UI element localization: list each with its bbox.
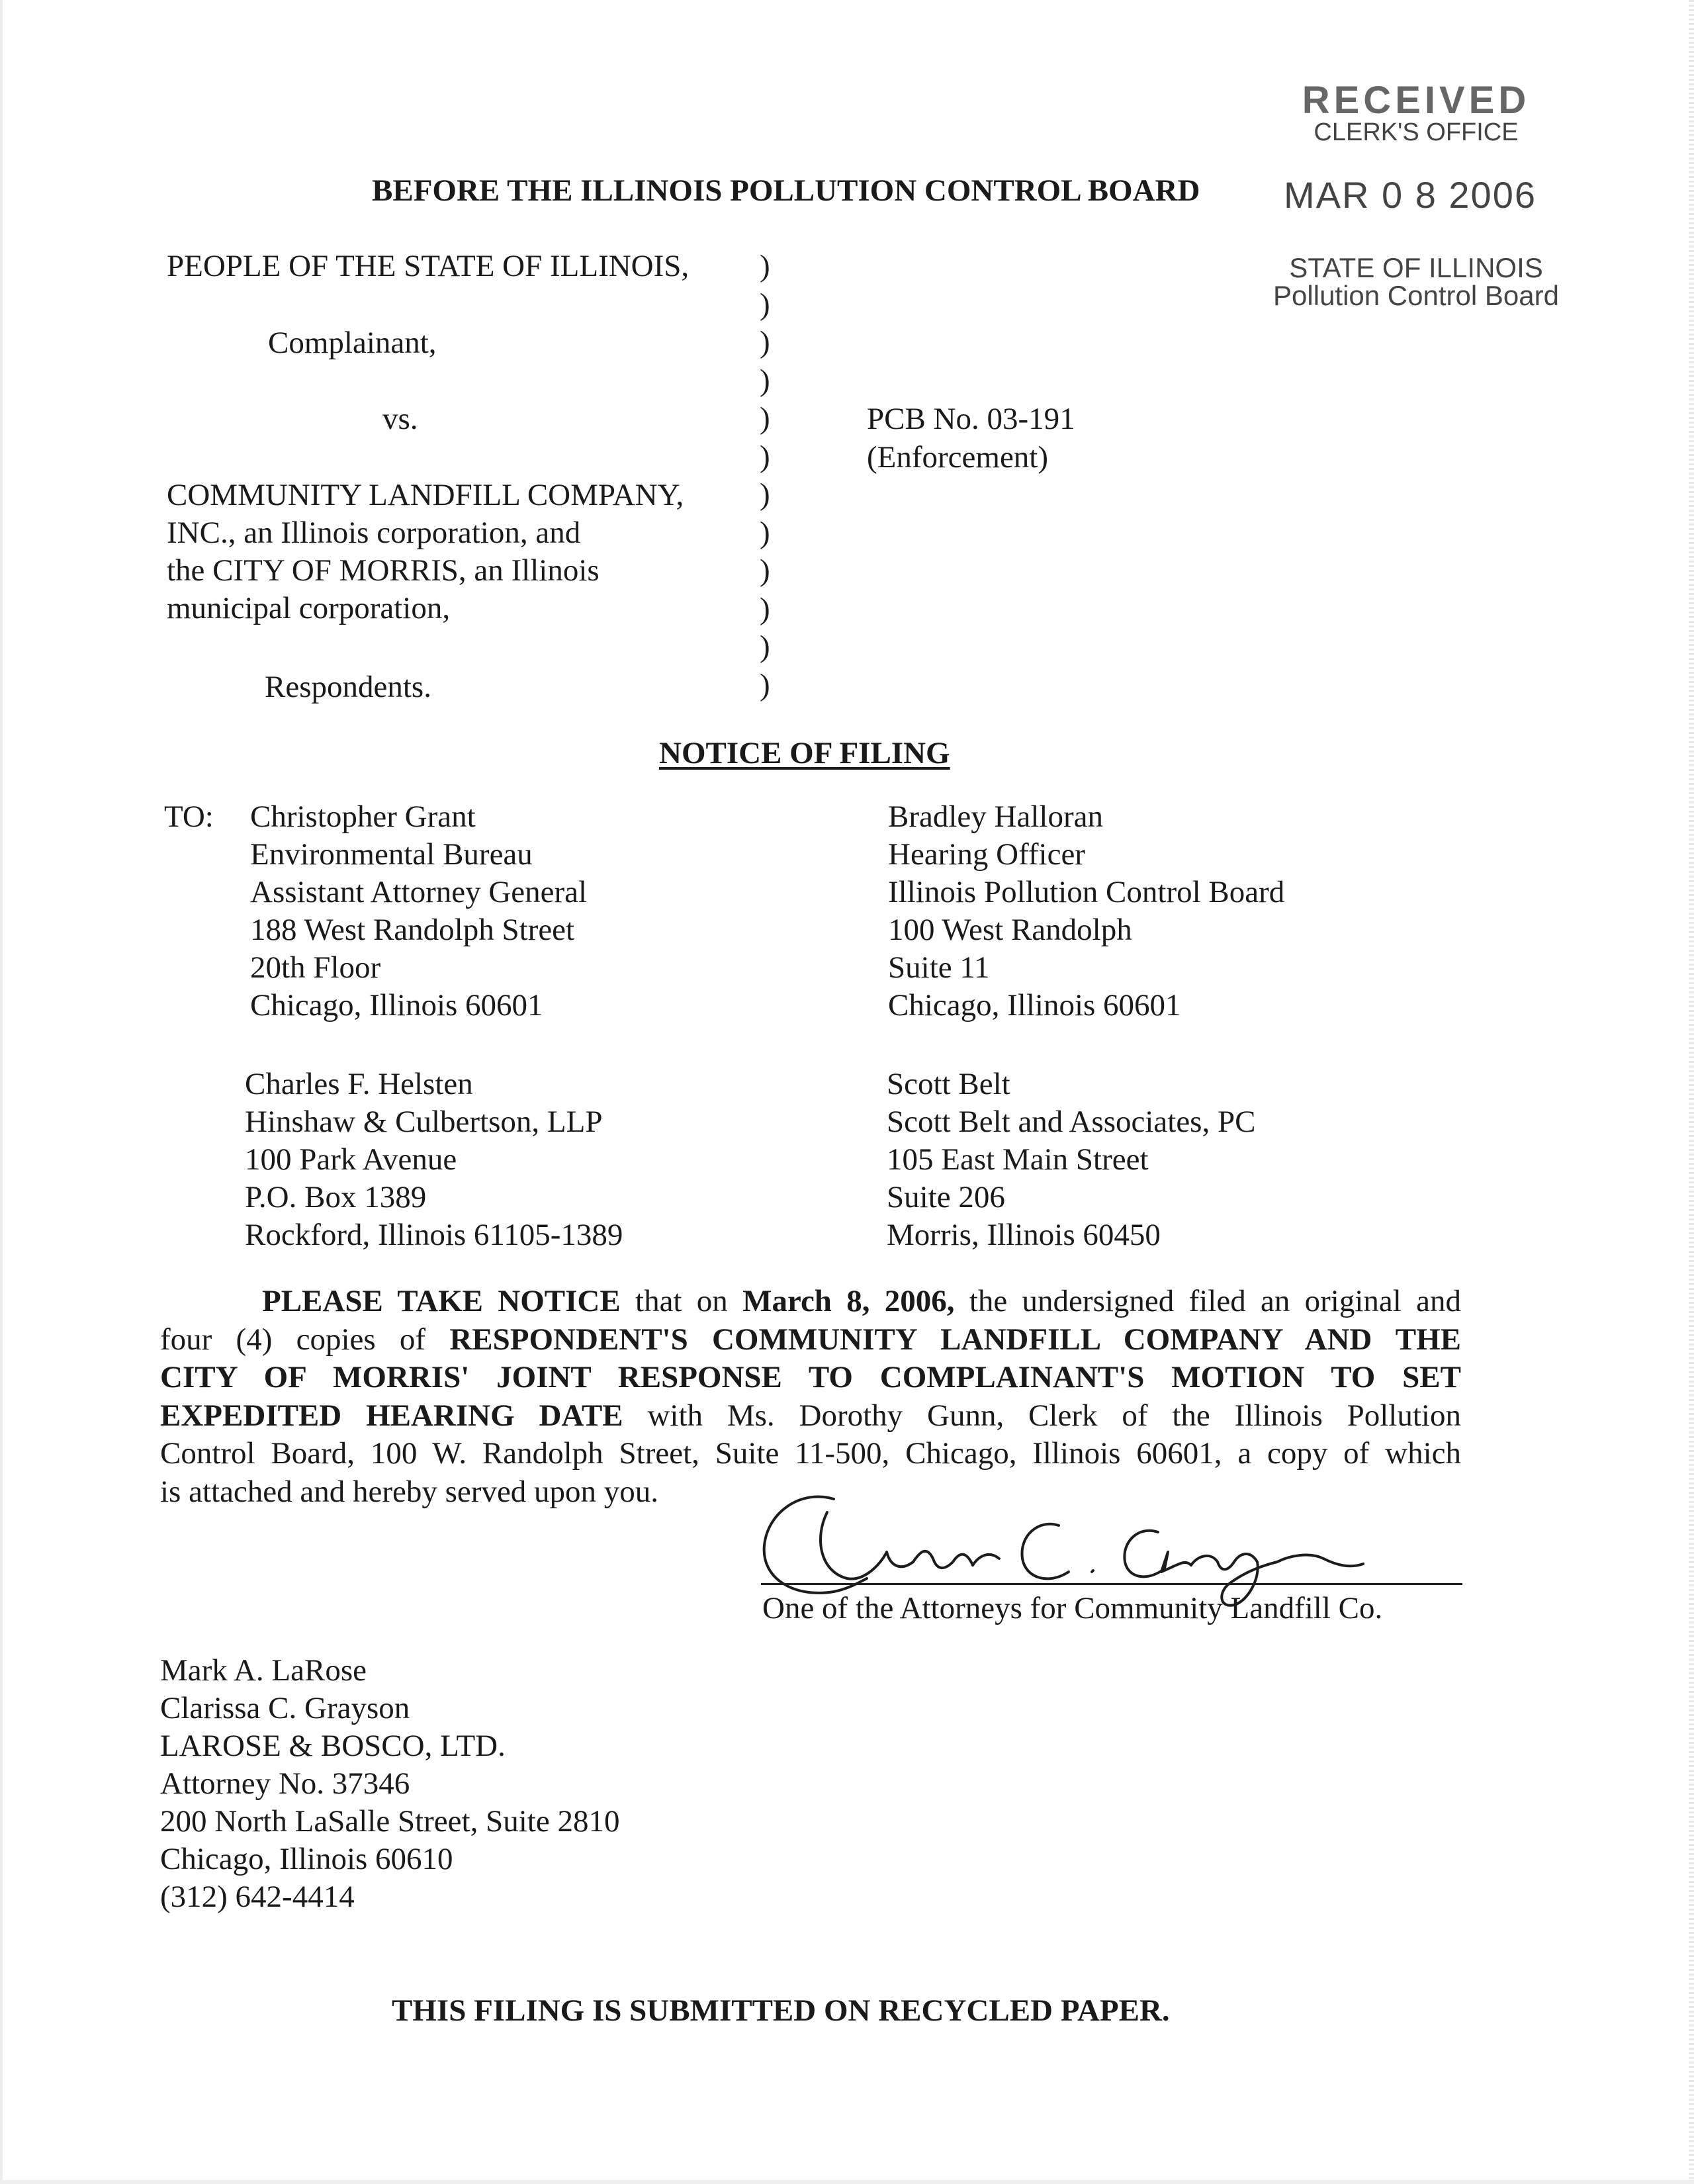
case-type: (Enforcement) bbox=[867, 440, 1049, 475]
respondent-names bbox=[167, 477, 684, 627]
notice-title: NOTICE OF FILING bbox=[659, 736, 950, 770]
paren: ) bbox=[760, 401, 770, 435]
signature-caption: One of the Attorneys for Community Landfill Co. bbox=[762, 1591, 1383, 1625]
complainant-name: PEOPLE OF THE STATE OF ILLINOIS, bbox=[167, 249, 690, 283]
address-line: 20th Floor bbox=[250, 950, 381, 985]
document-title-part: EXPEDITED HEARING DATE bbox=[160, 1398, 623, 1433]
recipient-scott-belt bbox=[887, 1066, 1255, 1254]
body-line-5: Control Board, 100 W. Randolph Street, Suite 11-500, Chicago, Illinois 60601, a copy of which bbox=[160, 1436, 1461, 1471]
scan-edge-bottom bbox=[0, 2180, 1694, 2184]
address-line: 105 East Main Street bbox=[887, 1142, 1149, 1177]
document-title-part: RESPONDENT'S COMMUNITY LANDFILL COMPANY AND THE bbox=[449, 1322, 1462, 1357]
respondent-line: the CITY OF MORRIS, an Illinois bbox=[167, 553, 600, 588]
attorney-line: Clarissa C. Grayson bbox=[160, 1691, 410, 1725]
body-text: the undersigned filed an original and bbox=[954, 1284, 1461, 1318]
address-line: Hinshaw & Culbertson, LLP bbox=[245, 1105, 603, 1139]
address-line: Scott Belt and Associates, PC bbox=[887, 1105, 1256, 1139]
paren: ) bbox=[760, 629, 770, 664]
address-line: Suite 11 bbox=[888, 950, 990, 985]
attorney-line: Mark A. LaRose bbox=[160, 1653, 367, 1688]
body-text: four (4) copies of bbox=[160, 1322, 450, 1357]
address-line: Suite 206 bbox=[887, 1180, 1005, 1214]
signature-line bbox=[761, 1583, 1462, 1585]
body-line-2 bbox=[160, 1321, 1461, 1359]
attorney-line: 200 North LaSalle Street, Suite 2810 bbox=[160, 1804, 620, 1839]
complainant-role: Complainant, bbox=[268, 326, 437, 360]
paren: ) bbox=[760, 477, 770, 512]
caption-parentheses bbox=[760, 248, 770, 704]
paren: ) bbox=[760, 553, 770, 588]
body-line-6: is attached and hereby served upon you. bbox=[160, 1474, 659, 1509]
address-line: P.O. Box 1389 bbox=[245, 1180, 427, 1214]
body-line-1 bbox=[160, 1283, 1461, 1321]
attorney-line: Chicago, Illinois 60610 bbox=[160, 1842, 453, 1876]
address-line: Scott Belt bbox=[887, 1067, 1010, 1101]
body-line-4 bbox=[160, 1397, 1461, 1435]
recipient-hinshaw bbox=[245, 1066, 623, 1254]
paren: ) bbox=[760, 667, 770, 702]
paren: ) bbox=[760, 325, 770, 359]
board-heading: BEFORE THE ILLINOIS POLLUTION CONTROL BOARD bbox=[372, 173, 1200, 208]
to-label: TO: bbox=[164, 799, 214, 834]
address-line: Chicago, Illinois 60601 bbox=[888, 988, 1181, 1023]
attorney-line: LAROSE & BOSCO, LTD. bbox=[160, 1729, 506, 1763]
recipient-attorney-general bbox=[250, 798, 587, 1024]
case-number: PCB No. 03-191 bbox=[867, 402, 1075, 436]
body-line-3: CITY OF MORRIS' JOINT RESPONSE TO COMPLAINANT'S MOTION TO SET bbox=[160, 1360, 1461, 1394]
respondent-line: COMMUNITY LANDFILL COMPANY, bbox=[167, 478, 684, 512]
body-text: with Ms. Dorothy Gunn, Clerk of the Illinois Pollution bbox=[623, 1398, 1461, 1433]
address-line: 188 West Randolph Street bbox=[250, 913, 575, 947]
stamp-office-text: CLERK'S OFFICE bbox=[1314, 118, 1519, 146]
attorney-line: (312) 642-4414 bbox=[160, 1880, 355, 1914]
recipient-hearing-officer bbox=[888, 798, 1284, 1024]
stamp-received-text: RECEIVED bbox=[1302, 79, 1531, 122]
paren: ) bbox=[760, 591, 770, 626]
respondents-role: Respondents. bbox=[265, 670, 431, 704]
scan-edge-right bbox=[1689, 0, 1694, 2184]
address-line: Chicago, Illinois 60601 bbox=[250, 988, 543, 1023]
stamp-state-text: STATE OF ILLINOIS bbox=[1289, 252, 1543, 283]
stamp-board-text: Pollution Control Board bbox=[1273, 280, 1559, 311]
respondent-line: INC., an Illinois corporation, and bbox=[167, 516, 581, 550]
body-text: that on bbox=[620, 1284, 743, 1318]
address-line: Rockford, Illinois 61105-1389 bbox=[245, 1218, 623, 1252]
address-line: Christopher Grant bbox=[250, 799, 476, 834]
paren: ) bbox=[760, 287, 770, 322]
address-line: Environmental Bureau bbox=[250, 837, 533, 872]
address-line: Illinois Pollution Control Board bbox=[888, 875, 1285, 909]
paren: ) bbox=[760, 249, 770, 283]
address-line: Bradley Halloran bbox=[888, 799, 1103, 834]
recycled-paper-footer: THIS FILING IS SUBMITTED ON RECYCLED PAPER. bbox=[392, 1993, 1170, 2028]
address-line: Assistant Attorney General bbox=[250, 875, 588, 909]
scan-edge-left bbox=[0, 0, 3, 2184]
received-stamp bbox=[1257, 78, 1575, 312]
respondent-line: municipal corporation, bbox=[167, 591, 451, 625]
attorney-line: Attorney No. 37346 bbox=[160, 1766, 410, 1801]
address-line: Morris, Illinois 60450 bbox=[887, 1218, 1161, 1252]
filing-date: March 8, 2006, bbox=[742, 1284, 955, 1318]
address-line: Hearing Officer bbox=[888, 837, 1085, 872]
address-line: 100 Park Avenue bbox=[245, 1142, 457, 1177]
attorney-block bbox=[160, 1652, 619, 1916]
paren: ) bbox=[760, 439, 770, 474]
stamp-date: MAR 0 8 2006 bbox=[1284, 174, 1537, 216]
address-line: 100 West Randolph bbox=[888, 913, 1132, 947]
paren: ) bbox=[760, 515, 770, 550]
address-line: Charles F. Helsten bbox=[245, 1067, 473, 1101]
paren: ) bbox=[760, 363, 770, 398]
versus: vs. bbox=[382, 402, 418, 436]
please-take-notice: PLEASE TAKE NOTICE bbox=[262, 1284, 621, 1318]
